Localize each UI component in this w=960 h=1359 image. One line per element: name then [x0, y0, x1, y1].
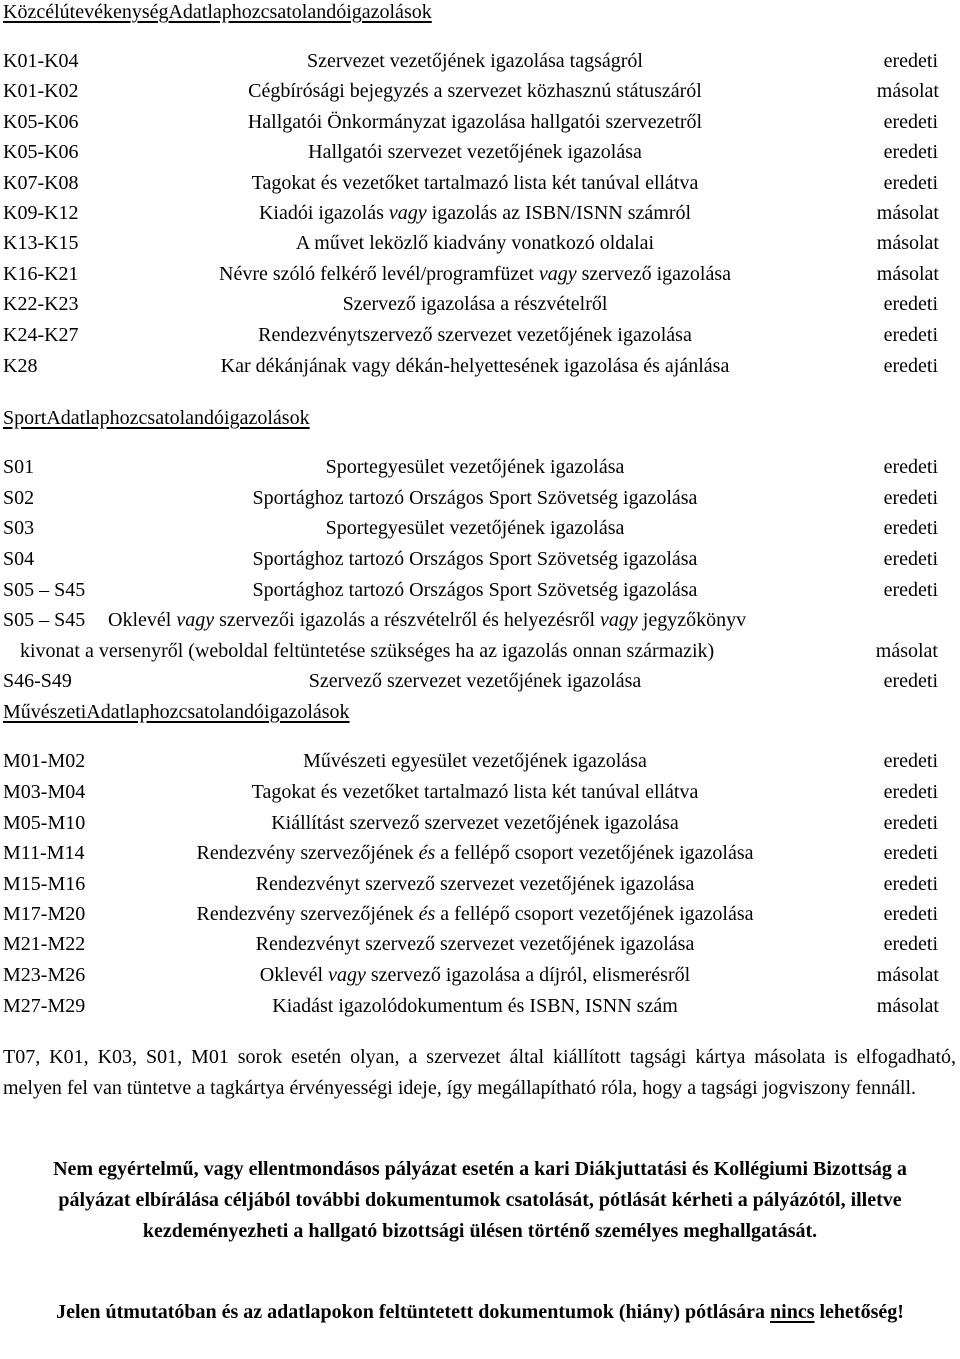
row-code: S01 [3, 456, 35, 478]
emphasis: és [418, 842, 436, 864]
row-status: eredeti [883, 50, 938, 72]
row-code: M05-M10 [3, 812, 86, 834]
row-status: eredeti [883, 812, 938, 834]
table-row [0, 452, 960, 482]
row-description: Hallgatói szervezet vezetőjének igazolása [308, 141, 642, 163]
table-row [0, 575, 960, 605]
row-description: Sportegyesület vezetőjének igazolása [325, 456, 625, 478]
table-row [0, 137, 960, 167]
row-code: M01-M02 [3, 750, 86, 772]
table-row [0, 929, 960, 959]
row-description: Kiadói igazolás vagy igazolás az ISBN/ISNN számról [258, 202, 692, 224]
row-status: másolat [876, 80, 939, 102]
table-row [0, 198, 960, 228]
row-status: eredeti [883, 355, 938, 377]
row-code: M27-M29 [3, 995, 86, 1017]
row-code: K09-K12 [3, 202, 79, 224]
row-description: Rendezvényt szervező szervezet vezetőjének igazolása [255, 873, 695, 895]
row-description: Szervező szervezet vezetőjének igazolása [308, 670, 642, 692]
row-description: Rendezvénytszervező szervezet vezetőjének igazolása [258, 324, 692, 346]
row-code: M03-M04 [3, 781, 86, 803]
row-description: Kar dékánjának vagy dékán-helyettesének igazolása és ajánlása [220, 355, 730, 377]
row-description: Tagokat és vezetőket tartalmazó lista két tanúval ellátva [251, 781, 699, 803]
table-row [0, 808, 960, 838]
row-description-line2: kivonat a versenyről (weboldal feltüntetése szükséges ha az igazolás onnan származik) [20, 640, 715, 662]
table-row [0, 289, 960, 319]
section-title-kozcelu: KözcélútevékenységAdatlaphozcsatolandóigazolások [3, 1, 432, 23]
row-description-line1: Oklevél vagy szervezői igazolás a részvételről és helyezésről vagy jegyzőkönyv [108, 609, 747, 631]
row-description: Szervezet vezetőjének igazolása tagságról [307, 50, 643, 72]
table-row [0, 107, 960, 137]
row-description: Kiadást igazolódokumentum és ISBN, ISNN szám [272, 995, 678, 1017]
row-code: S05 – S45 [3, 579, 86, 601]
row-description: Sportághoz tartozó Országos Sport Szövetség igazolása [252, 579, 698, 601]
row-status: eredeti [883, 517, 938, 539]
emphasis: vagy [388, 202, 427, 224]
table-row [0, 544, 960, 574]
row-description: Tagokat és vezetőket tartalmazó lista két tanúval ellátva [251, 172, 699, 194]
row-code: S03 [3, 517, 35, 539]
table-row [0, 869, 960, 899]
row-status: eredeti [883, 873, 938, 895]
row-code: S02 [3, 487, 35, 509]
note-paragraph: T07, K01, K03, S01, M01 sorok esetén olyan, a szervezet által kiállított tagsági kártya másolata is elfogadható, melyen fel van tüntetve a tagkártya érvényességi ideje, így megállapítható róla, hogy a tagsági jogviszony fennáll. [3, 1046, 956, 1099]
emphasis: vagy [600, 609, 638, 631]
row-description: A művet leközlő kiadvány vonatkozó oldalai [295, 232, 655, 254]
row-status: eredeti [883, 487, 938, 509]
row-code: K16-K21 [3, 263, 79, 285]
table-row [0, 746, 960, 776]
row-status: eredeti [883, 111, 938, 133]
row-description: Sportegyesület vezetőjének igazolása [325, 517, 625, 539]
row-status: eredeti [883, 933, 938, 955]
emphasis: vagy [538, 263, 577, 285]
table-row [0, 351, 960, 381]
row-status: másolat [876, 263, 939, 285]
emphasis: vagy [328, 964, 366, 986]
row-description: Oklevél vagy szervező igazolása a díjról, elismerésről [259, 964, 691, 986]
row-code: M11-M14 [3, 842, 85, 864]
row-status: másolat [876, 232, 939, 254]
row-description: Sportághoz tartozó Országos Sport Szövetség igazolása [252, 548, 698, 570]
table-row [0, 960, 960, 990]
row-status: másolat [875, 640, 938, 662]
row-description: Sportághoz tartozó Országos Sport Szövetség igazolása [252, 487, 698, 509]
row-code: K01-K02 [3, 80, 79, 102]
bold-notice-paragraph: Nem egyértelmű, vagy ellentmondásos pályázat esetén a kari Diákjuttatási és Kollégiumi Bizottság a pályázat elbírálása céljából további dokumentumok csatolását, pótlását kérheti a pályázótól, illetve kezdeményezheti a hallgató bizottsági ülésen történő személyes meghallgatását. [53, 1158, 907, 1242]
row-description: Rendezvényt szervező szervezet vezetőjének igazolása [255, 933, 695, 955]
row-description: Hallgatói Önkormányzat igazolása hallgatói szervezetről [247, 111, 703, 133]
row-code: K05-K06 [3, 111, 79, 133]
row-code: M23-M26 [3, 964, 86, 986]
table-row [0, 513, 960, 543]
row-description: Rendezvény szervezőjének és a fellépő csoport vezetőjének igazolása [196, 903, 754, 925]
row-status: eredeti [883, 172, 938, 194]
emphasis: vagy [176, 609, 215, 631]
row-code: K01-K04 [3, 50, 79, 72]
emphasis: és [418, 903, 436, 925]
row-status: másolat [876, 995, 939, 1017]
row-status: eredeti [883, 456, 938, 478]
row-status: eredeti [883, 548, 938, 570]
table-row [0, 899, 960, 929]
row-status: másolat [876, 964, 939, 986]
row-code: S04 [3, 548, 35, 570]
row-status: eredeti [883, 750, 938, 772]
row-description: Névre szóló felkérő levél/programfüzet vagy szervező igazolása [219, 263, 731, 285]
row-status: másolat [876, 202, 939, 224]
table-row [0, 76, 960, 106]
row-status: eredeti [883, 579, 938, 601]
row-code: K07-K08 [3, 172, 79, 194]
row-code: K05-K06 [3, 141, 79, 163]
row-status: eredeti [883, 670, 938, 692]
row-code: M21-M22 [3, 933, 86, 955]
row-description: Szervező igazolása a részvételről [342, 293, 608, 315]
table-row [0, 320, 960, 350]
section-title-sport: SportAdatlaphozcsatolandóigazolások [3, 407, 310, 429]
table-row [0, 838, 960, 868]
row-description: Rendezvény szervezőjének és a fellépő csoport vezetőjének igazolása [196, 842, 754, 864]
row-code: M15-M16 [3, 873, 86, 895]
table-row [0, 666, 960, 696]
row-code: K24-K27 [3, 324, 79, 346]
row-description: Cégbírósági bejegyzés a szervezet közhasznú státuszáról [248, 80, 702, 102]
row-status: eredeti [883, 293, 938, 315]
table-row [0, 483, 960, 513]
table-row [0, 259, 960, 289]
table-row [0, 228, 960, 258]
row-status: eredeti [883, 781, 938, 803]
section-title-muveszeti: MűvészetiAdatlaphozcsatolandóigazolások [3, 701, 350, 723]
row-code: K22-K23 [3, 293, 79, 315]
row-status: eredeti [883, 842, 938, 864]
final-notice-paragraph: Jelen útmutatóban és az adatlapokon feltüntetett dokumentumok (hiány) pótlására nincs lehetőség! [56, 1301, 904, 1323]
row-description: Művészeti egyesület vezetőjének igazolása [303, 750, 647, 772]
table-row [0, 991, 960, 1021]
row-code: S05 – S45 [3, 609, 86, 631]
row-description: Kiállítást szervező szervezet vezetőjének igazolása [271, 812, 679, 834]
row-status: eredeti [883, 141, 938, 163]
table-row [0, 168, 960, 198]
row-code: K13-K15 [3, 232, 79, 254]
row-status: eredeti [883, 324, 938, 346]
table-row-multiline [0, 605, 960, 666]
row-code: K28 [3, 355, 38, 377]
row-status: eredeti [883, 903, 938, 925]
underlined-word: nincs [770, 1301, 815, 1323]
row-code: S46-S49 [3, 670, 72, 692]
table-row [0, 46, 960, 76]
row-code: M17-M20 [3, 903, 86, 925]
table-row [0, 777, 960, 807]
